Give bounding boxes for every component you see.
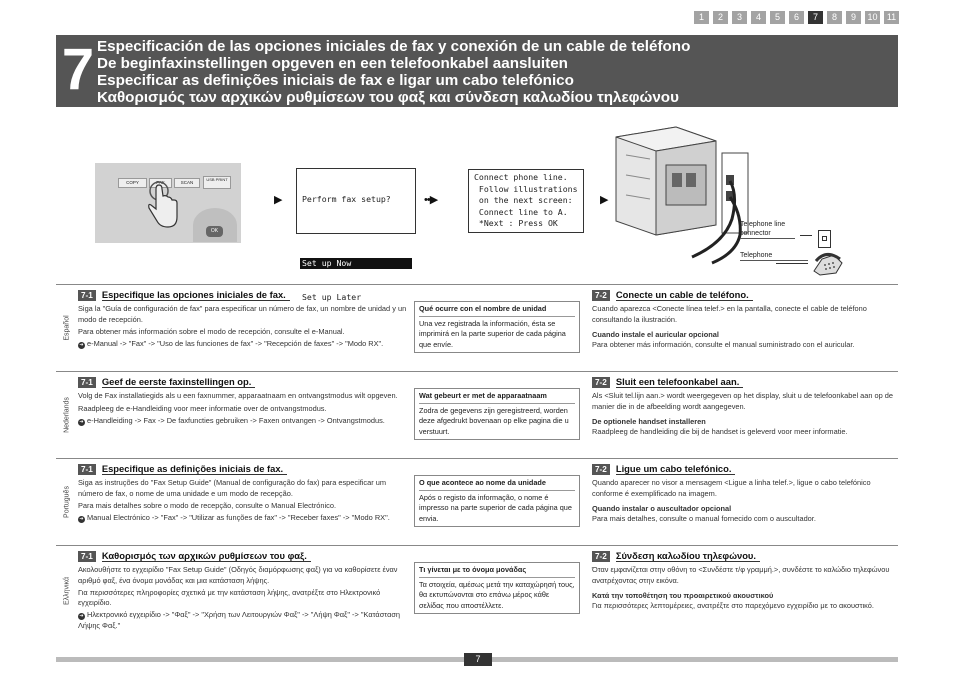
lcd-screen-connect-line: Connect phone line. Follow illustrations on the next screen: Connect line to A. *Next : Press OK	[468, 169, 584, 233]
language-section	[56, 458, 898, 545]
step-badge: 7-2	[592, 551, 610, 562]
footer-page-number: 7	[464, 653, 492, 666]
step-7-2	[592, 464, 896, 526]
note-title: Τι γίνεται με το όνομα μονάδας	[419, 565, 575, 578]
step-text: Siga as instruções do "Fax Setup Guide" (Manual de configuração do fax) para especificar um número de fax, o nome de uma unidade e um modo de recepção.	[78, 478, 387, 498]
step-text: Quando aparecer no visor a mensagem <Ligue a linha telef.>, ligue o cabo telefónico conforme é exemplificado na imagem.	[592, 478, 871, 498]
step-badge: 7-2	[592, 377, 610, 388]
language-label	[56, 285, 78, 371]
step-title: Sluit een telefoonkabel aan.	[616, 377, 743, 388]
language-section	[56, 545, 898, 635]
note-title: Wat gebeurt er met de apparaatnaam	[419, 391, 575, 404]
language-section	[56, 284, 898, 371]
manual-link-icon: ➜	[79, 613, 84, 620]
optional-handset-heading: Κατά την τοποθέτηση του προαιρετικού ακουστικού	[592, 590, 774, 600]
language-name: Ελληνικά	[63, 576, 71, 605]
page-index-item: 4	[751, 11, 766, 24]
note-text: Τα στοιχεία, αμέσως μετά την καταχώρησή τους, θα εκτυπώνονται στο επάνω μέρος κάθε σελίδας που αποστέλλετε.	[419, 580, 575, 610]
step-7-2	[592, 551, 896, 613]
step-text: Για περισσότερες πληροφορίες σχετικά με την κατάσταση λήψης, ανατρέξτε στο Ηλεκτρονικό εγχειρίδιο.	[78, 587, 381, 608]
optional-handset-text: Para mais detalhes, consulte o manual fornecido com o auscultador.	[592, 514, 816, 524]
telephone-icon	[812, 251, 844, 277]
page-index-item: 2	[713, 11, 728, 24]
step-text: Volg de Fax installatiegids als u een faxnummer, apparaatnaam en ontvangstmodus wilt opgeven.	[78, 391, 398, 401]
section-header	[56, 35, 898, 107]
step-text: Als <Sluit tel.lijn aan.> wordt weergegeven op het display, sluit u de telefoonkabel aan op de manier die in de afbeelding wordt aangegeven.	[592, 391, 894, 411]
language-name: Português	[63, 486, 71, 518]
lcd-screen-fax-setup	[296, 168, 416, 302]
note-box	[414, 562, 580, 614]
ok-button-image: OK	[206, 226, 223, 237]
step-7-1	[78, 377, 412, 428]
title-pt: Especificar as definições iniciais de fax e ligar um cabo telefónico	[97, 72, 574, 89]
step-title: Σύνδεση καλωδίου τηλεφώνου.	[616, 551, 760, 562]
step-7-1	[78, 464, 412, 525]
lcd-option-set-up-now: Set up Now	[300, 258, 412, 270]
step-heading	[592, 377, 896, 388]
section-number: 7	[61, 37, 95, 102]
step-badge: 7-1	[78, 290, 96, 301]
manual-path	[78, 416, 412, 426]
page-index-item: 7	[808, 11, 823, 24]
copy-button-image: COPY	[118, 178, 147, 188]
step-heading	[592, 290, 896, 301]
step-title: Ligue um cabo telefónico.	[616, 464, 736, 475]
language-section	[56, 371, 898, 458]
step-text: Cuando aparezca <Conecte línea telef.> en la pantalla, conecte el cable de teléfono consultando la ilustración.	[592, 304, 867, 324]
usb-print-button-image: USB PRINT	[203, 176, 231, 189]
step-text: Όταν εμφανίζεται στην οθόνη το <Συνδέστε τ/φ γραμμή.>, συνδέστε το καλώδιο τηλεφώνου ανατρέχοντας στην εικόνα.	[592, 565, 890, 585]
language-name: Español	[63, 315, 71, 341]
page-index-item: 8	[827, 11, 842, 24]
optional-handset-text: Raadpleeg de handleiding die bij de handset is geleverd voor meer informatie.	[592, 427, 848, 437]
step-text: Siga la "Guía de configuración de fax" para especificar un número de fax, un nombre de unidad y un modo de recepción.	[78, 304, 407, 324]
arrow-icon: ▶	[274, 194, 283, 206]
manual-path-text: Ηλεκτρονικό εγχειρίδιο -> "Φαξ" -> "Χρήση των Λειτουργιών Φαξ" -> "Λήψη Φαξ" -> "Κατάσταση Λήψης Φαξ."	[78, 610, 401, 630]
manual-link-icon: ➜	[79, 342, 84, 349]
optional-handset-text: Για περισσότερες λεπτομέρειες, ανατρέξτε στο παρεχόμενο εγχειρίδιο με το ακουστικό.	[592, 601, 874, 611]
note-text: Zodra de gegevens zijn geregistreerd, worden deze afgedrukt bovenaan op elke pagina die u verstuurt.	[419, 406, 569, 436]
page-index-item: 5	[770, 11, 785, 24]
page-index-item: 3	[732, 11, 747, 24]
step-badge: 7-1	[78, 377, 96, 388]
step-text: Ακολουθήστε το εγχειρίδιο "Fax Setup Guide" (Οδηγός διαμόρφωσης φαξ) για να καθορίσετε έναν αριθμό φαξ, ένα όνομα μονάδας και μια κατάσταση λήψης.	[78, 565, 398, 585]
title-el: Καθορισμός των αρχικών ρυθμίσεων του φαξ και σύνδεση καλωδίου τηλεφώνου	[97, 89, 679, 106]
step-title: Especifique as definições iniciais de fax.	[102, 464, 287, 475]
fax-button-image: FAX	[149, 178, 172, 188]
step-heading	[592, 464, 896, 475]
step-badge: 7-1	[78, 464, 96, 475]
note-box	[414, 475, 580, 527]
lcd-option-set-up-later: Set up Later	[302, 292, 362, 302]
optional-handset-text: Para obtener más información, consulte el manual suministrado con el auricular.	[592, 340, 855, 350]
title-es: Especificación de las opciones iniciales de fax y conexión de un cable de teléfono	[97, 38, 691, 55]
step-title: Especifique las opciones iniciales de fax.	[102, 290, 290, 301]
telephone-arrow-icon	[776, 263, 808, 264]
footer-bar	[56, 654, 898, 664]
step-title: Geef de eerste faxinstellingen op.	[102, 377, 256, 388]
step-badge: 7-2	[592, 464, 610, 475]
page-index-item: 11	[884, 11, 899, 24]
step-heading	[78, 551, 412, 562]
page-index-item: 6	[789, 11, 804, 24]
note-text: Una vez registrada la información, ésta se imprimirá en la parte superior de cada página que envíe.	[419, 319, 566, 349]
note-title: O que acontece ao nome da unidade	[419, 478, 575, 491]
step-heading	[78, 464, 412, 475]
page-index-item: 9	[846, 11, 861, 24]
manual-path	[78, 610, 412, 631]
manual-path	[78, 339, 412, 349]
manual-path-text: Manual Electrónico -> "Fax" -> "Utilizar as funções de fax" -> "Receber faxes" -> "Modo RX".	[87, 513, 390, 523]
note-text: Após o registo da informação, o nome é impresso na parte superior de cada página que envia.	[419, 493, 572, 523]
manual-path	[78, 513, 412, 523]
page-index	[694, 11, 899, 24]
manual-path-text: e-Handleiding -> Fax -> De faxfuncties gebruiken -> Faxen ontvangen -> Ontvangstmodus.	[87, 415, 385, 425]
page-index-item: 1	[694, 11, 709, 24]
language-label	[56, 372, 78, 458]
step-heading	[78, 290, 412, 301]
note-box	[414, 388, 580, 440]
step-7-2	[592, 377, 896, 439]
language-label	[56, 546, 78, 635]
telephone-line-connector-label: Telephone line connector	[740, 220, 795, 239]
arrow-icon: ▶	[600, 194, 609, 206]
dial-ring-image	[193, 208, 237, 242]
step-heading	[78, 377, 412, 388]
step-title: Conecte un cable de teléfono.	[616, 290, 753, 301]
hand-pointer-icon	[143, 181, 183, 231]
section-titles	[97, 38, 690, 106]
wall-jack-icon	[818, 230, 831, 248]
language-label	[56, 459, 78, 545]
step-7-1	[78, 551, 412, 633]
page-index-item: 10	[865, 11, 880, 24]
step-text: Raadpleeg de e-Handleiding voor meer informatie over de ontvangstmodus.	[78, 403, 327, 413]
step-text: Para mais detalhes sobre o modo de recepção, consulte o Manual Electrónico.	[78, 500, 336, 510]
scan-button-image: SCAN	[174, 178, 200, 188]
optional-handset-heading: Quando instalar o auscultador opcional	[592, 503, 732, 513]
title-nl: De beginfaxinstellingen opgeven en een telefoonkabel aansluiten	[97, 55, 568, 72]
step-7-2	[592, 290, 896, 352]
connector-arrow-icon	[800, 235, 812, 236]
step-badge: 7-2	[592, 290, 610, 301]
printer-rear-illustration	[612, 125, 752, 265]
step-heading	[592, 551, 896, 562]
optional-handset-heading: Cuando instale el auricular opcional	[592, 329, 719, 339]
optional-handset-heading: De optionele handset installeren	[592, 416, 706, 426]
manual-link-icon: ➜	[79, 418, 84, 425]
control-panel-image	[95, 163, 241, 243]
note-title: Qué ocurre con el nombre de unidad	[419, 304, 575, 317]
note-box	[414, 301, 580, 353]
step-badge: 7-1	[78, 551, 96, 562]
lcd-prompt: Perform fax setup?	[302, 194, 391, 204]
step-title: Καθορισμός των αρχικών ρυθμίσεων του φαξ.	[102, 551, 311, 562]
telephone-label: Telephone	[740, 251, 808, 261]
manual-link-icon: ➜	[79, 516, 84, 523]
language-name: Nederlands	[63, 397, 71, 433]
step-7-1	[78, 290, 412, 351]
dotted-arrow-icon: ••▶	[424, 194, 438, 206]
step-text: Para obtener más información sobre el modo de recepción, consulte el e-Manual.	[78, 326, 345, 336]
manual-path-text: e-Manual -> "Fax" -> "Uso de las funciones de fax" -> "Recepción de faxes" -> "Modo RX".	[87, 339, 384, 349]
